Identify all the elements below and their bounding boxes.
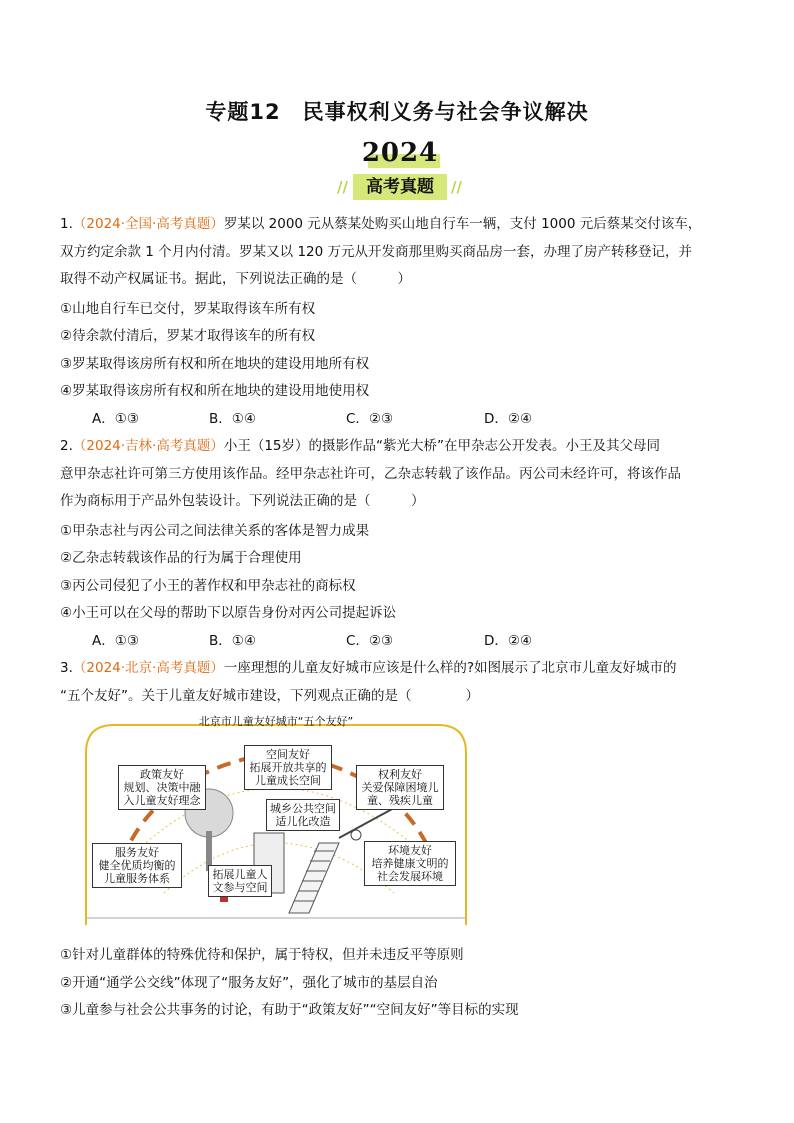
question-1-stem-line: 双方约定余款 1 个月内付清。罗某又以 120 万元从开发商那里购买商品房一套，办理了房产转移登记，并 [60,244,693,260]
question-2-option: ④小王可以在父母的帮助下以原告身份对丙公司提起诉讼 [60,605,397,621]
choice-b: B．①④ [209,411,256,427]
question-number: 1. [60,216,73,232]
question-source: （2024·全国·高考真题） [72,216,224,232]
choice-d: D．②④ [484,411,533,427]
question-2-stem-line: 意甲杂志社许可第三方使用该作品。经甲杂志社许可，乙杂志转载了该作品。丙公司未经许可，将该作品 [60,466,681,482]
question-3-option: ①针对儿童群体的特殊优待和保护，属于特权，但并未违反平等原则 [60,947,464,963]
question-1-option: ③罗某取得该房所有权和所在地块的建设用地所有权 [60,356,370,372]
question-1-option: ②待余款付清后，罗某才取得该车的所有权 [60,328,316,344]
question-source: （2024·吉林·高考真题） [72,438,224,454]
question-2-option: ③丙公司侵犯了小王的著作权和甲杂志社的商标权 [60,578,356,594]
five-friendly-figure [84,713,468,926]
stem-text: 一座理想的儿童友好城市应该是什么样的?如图展示了北京市儿童友好城市的 [223,660,677,676]
page-title: 专题12 民事权利义务与社会争议解决 [205,100,589,124]
stem-text: 小王（15岁）的摄影作品“紫光大桥”在甲杂志公开发表。小王及其父母同 [223,438,661,454]
question-3-option: ②开通“通学公交线”体现了“服务友好”，强化了城市的基层自治 [60,975,438,991]
slash-decoration-icon: // [451,178,462,196]
exam-tag-label: 高考真题 [353,174,447,200]
question-1-option: ④罗某取得该房所有权和所在地块的建设用地使用权 [60,383,370,399]
figure-title: 北京市儿童友好城市“五个友好” [198,715,354,728]
choice-c: C．②③ [346,411,394,427]
question-1-stem-line: 取得不动产权属证书。据此，下列说法正确的是（ ） [60,271,411,287]
policy-friendly-box: 政策友好 规划、决策中融 入儿童友好理念 [118,765,206,810]
question-2-option: ②乙杂志转载该作品的行为属于合理使用 [60,550,302,566]
choice-a: A．①③ [92,411,139,427]
stem-text: 罗某以 2000 元从蔡某处购买山地自行车一辆，支付 1000 元后蔡某交付该车， [223,216,702,232]
choice-d: D．②④ [484,633,533,649]
question-source: （2024·北京·高考真题） [72,660,224,676]
choice-c: C．②③ [346,633,394,649]
question-2-option: ①甲杂志社与丙公司之间法律关系的客体是智力成果 [60,523,370,539]
cultural-space-box: 拓展儿童人 文参与空间 [208,865,272,897]
question-number: 3. [60,660,73,676]
public-space-box: 城乡公共空间 适儿化改造 [266,799,340,831]
space-friendly-box: 空间友好 拓展开放共享的 儿童成长空间 [244,745,332,790]
question-number: 2. [60,438,73,454]
rights-friendly-box: 权利友好 关爱保障困境儿 童、残疾儿童 [356,765,444,810]
exam-tag [337,174,462,200]
question-3-option: ③儿童参与社会公共事务的讨论，有助于“政策友好”“空间友好”等目标的实现 [60,1002,519,1018]
question-2-stem [60,433,750,460]
slash-decoration-icon: // [337,178,348,196]
question-3-stem-line: “五个友好”。关于儿童友好城市建设，下列观点正确的是（ ） [60,688,479,704]
question-2-stem-line: 作为商标用于产品外包装设计。下列说法正确的是（ ） [60,493,425,509]
choice-a: A．①③ [92,633,139,649]
year-label: 2024 [361,138,439,168]
question-1-stem [60,211,750,238]
question-3-stem [60,655,750,682]
question-1-option: ①山地自行车已交付，罗某取得该车所有权 [60,301,316,317]
environment-friendly-box: 环境友好 培养健康文明的 社会发展环境 [364,841,456,886]
service-friendly-box: 服务友好 健全优质均衡的 儿童服务体系 [92,843,182,888]
choice-b: B．①④ [209,633,256,649]
